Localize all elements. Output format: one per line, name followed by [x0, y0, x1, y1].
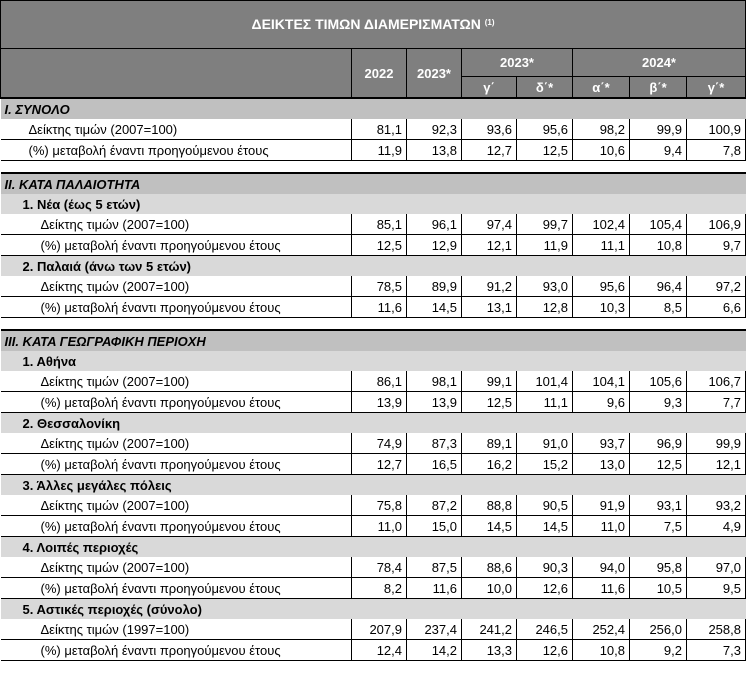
cell: 90,3: [517, 557, 573, 578]
group-2023: 2023*: [462, 49, 573, 77]
table-row: [1, 516, 746, 537]
col-2023-q4: δ΄*: [517, 77, 573, 99]
table-row: [1, 578, 746, 599]
cell: 11,6: [573, 578, 630, 599]
cell: 9,3: [630, 392, 687, 413]
cell: 10,6: [573, 140, 630, 161]
col-2024-q1: α΄*: [573, 77, 630, 99]
cell: 11,6: [407, 578, 462, 599]
table-row: [1, 454, 746, 475]
cell: 4,9: [687, 516, 746, 537]
subsection-title: 3. Άλλες μεγάλες πόλεις: [1, 475, 746, 496]
subsection-title: 4. Λοιπές περιοχές: [1, 537, 746, 558]
cell: 97,0: [687, 557, 746, 578]
cell: 89,1: [462, 433, 517, 454]
cell: 87,3: [407, 433, 462, 454]
cell: 246,5: [517, 619, 573, 640]
table-row: [1, 235, 746, 256]
cell: 102,4: [573, 214, 630, 235]
cell: 13,8: [407, 140, 462, 161]
cell: 104,1: [573, 371, 630, 392]
cell: 93,2: [687, 495, 746, 516]
cell: 101,4: [517, 371, 573, 392]
row-label: (%) μεταβολή έναντι προηγούμενου έτους: [1, 297, 352, 318]
cell: 8,5: [630, 297, 687, 318]
cell: 12,1: [687, 454, 746, 475]
cell: 7,3: [687, 640, 746, 661]
cell: 12,8: [517, 297, 573, 318]
cell: 258,8: [687, 619, 746, 640]
table-row: [1, 371, 746, 392]
cell: 13,0: [573, 454, 630, 475]
row-label: Δείκτης τιμών (2007=100): [1, 371, 352, 392]
cell: 95,8: [630, 557, 687, 578]
table-row: [1, 276, 746, 297]
cell: 97,2: [687, 276, 746, 297]
cell: 99,9: [687, 433, 746, 454]
subsection-title: 1. Αθήνα: [1, 351, 746, 371]
cell: 12,5: [462, 392, 517, 413]
section-geo: ΙΙΙ. ΚΑΤΑ ΓΕΩΓΡΑΦΙΚΗ ΠΕΡΙΟΧΗ: [1, 330, 746, 351]
cell: 93,1: [630, 495, 687, 516]
cell: 92,3: [407, 119, 462, 140]
row-label: Δείκτης τιμών (2007=100): [1, 495, 352, 516]
cell: 9,4: [630, 140, 687, 161]
cell: 7,5: [630, 516, 687, 537]
cell: 12,6: [517, 578, 573, 599]
cell: 10,3: [573, 297, 630, 318]
cell: 78,5: [352, 276, 407, 297]
cell: 93,0: [517, 276, 573, 297]
cell: 96,9: [630, 433, 687, 454]
cell: 106,7: [687, 371, 746, 392]
cell: 12,4: [352, 640, 407, 661]
row-label: (%) μεταβολή έναντι προηγούμενου έτους: [1, 578, 352, 599]
subsection-title: 2. Θεσσαλονίκη: [1, 413, 746, 434]
cell: 12,6: [517, 640, 573, 661]
cell: 10,8: [573, 640, 630, 661]
row-label: Δείκτης τιμών (2007=100): [1, 433, 352, 454]
cell: 106,9: [687, 214, 746, 235]
cell: 15,0: [407, 516, 462, 537]
cell: 11,6: [352, 297, 407, 318]
table-row: [1, 495, 746, 516]
row-label: Δείκτης τιμών (2007=100): [1, 119, 352, 140]
cell: 11,1: [517, 392, 573, 413]
cell: 11,0: [573, 516, 630, 537]
cell: 12,7: [462, 140, 517, 161]
cell: 256,0: [630, 619, 687, 640]
table-row: [1, 297, 746, 318]
subsection-title: 2. Παλαιά (άνω των 5 ετών): [1, 256, 746, 277]
cell: 13,9: [407, 392, 462, 413]
cell: 16,5: [407, 454, 462, 475]
cell: 75,8: [352, 495, 407, 516]
cell: 100,9: [687, 119, 746, 140]
cell: 10,8: [630, 235, 687, 256]
group-2024: 2024*: [573, 49, 746, 77]
cell: 90,5: [517, 495, 573, 516]
cell: 98,2: [573, 119, 630, 140]
cell: 12,5: [352, 235, 407, 256]
table-row: [1, 119, 746, 140]
cell: 95,6: [517, 119, 573, 140]
cell: 8,2: [352, 578, 407, 599]
cell: 237,4: [407, 619, 462, 640]
row-label: (%) μεταβολή έναντι προηγούμενου έτους: [1, 454, 352, 475]
row-label: Δείκτης τιμών (2007=100): [1, 214, 352, 235]
cell: 13,9: [352, 392, 407, 413]
cell: 12,5: [630, 454, 687, 475]
header-blank: [1, 49, 352, 99]
cell: 87,2: [407, 495, 462, 516]
cell: 10,0: [462, 578, 517, 599]
row-label: Δείκτης τιμών (2007=100): [1, 276, 352, 297]
cell: 11,9: [352, 140, 407, 161]
cell: 94,0: [573, 557, 630, 578]
col-2023: 2023*: [407, 49, 462, 99]
row-label: (%) μεταβολή έναντι προηγούμενου έτους: [1, 640, 352, 661]
cell: 99,9: [630, 119, 687, 140]
cell: 9,6: [573, 392, 630, 413]
cell: 91,0: [517, 433, 573, 454]
subsection-title: 1. Νέα (έως 5 ετών): [1, 194, 746, 214]
title-footnote-ref: (1): [484, 18, 495, 27]
cell: 91,9: [573, 495, 630, 516]
cell: 93,7: [573, 433, 630, 454]
cell: 16,2: [462, 454, 517, 475]
cell: 9,5: [687, 578, 746, 599]
cell: 74,9: [352, 433, 407, 454]
cell: 81,1: [352, 119, 407, 140]
col-2022: 2022: [352, 49, 407, 99]
cell: 99,7: [517, 214, 573, 235]
cell: 105,4: [630, 214, 687, 235]
cell: 97,4: [462, 214, 517, 235]
cell: 95,6: [573, 276, 630, 297]
subsection-title: 5. Αστικές περιοχές (σύνολο): [1, 599, 746, 620]
cell: 88,8: [462, 495, 517, 516]
table-row: [1, 433, 746, 454]
row-label: (%) μεταβολή έναντι προηγούμενου έτους: [1, 392, 352, 413]
spacer: [1, 318, 746, 331]
cell: 241,2: [462, 619, 517, 640]
cell: 7,7: [687, 392, 746, 413]
row-label: (%) μεταβολή έναντι προηγούμενου έτους: [1, 516, 352, 537]
table-row: [1, 619, 746, 640]
cell: 98,1: [407, 371, 462, 392]
row-label: Δείκτης τιμών (2007=100): [1, 557, 352, 578]
cell: 12,7: [352, 454, 407, 475]
cell: 85,1: [352, 214, 407, 235]
title-text: ΔΕΙΚΤΕΣ ΤΙΜΩΝ ΔΙΑΜΕΡΙΣΜΑΤΩΝ: [251, 16, 481, 32]
cell: 96,4: [630, 276, 687, 297]
row-label: (%) μεταβολή έναντι προηγούμενου έτους: [1, 140, 352, 161]
cell: 86,1: [352, 371, 407, 392]
cell: 93,6: [462, 119, 517, 140]
cell: 14,5: [407, 297, 462, 318]
cell: 105,6: [630, 371, 687, 392]
table-row: [1, 392, 746, 413]
cell: 14,2: [407, 640, 462, 661]
spacer: [1, 161, 746, 174]
cell: 14,5: [462, 516, 517, 537]
cell: 89,9: [407, 276, 462, 297]
cell: 252,4: [573, 619, 630, 640]
cell: 15,2: [517, 454, 573, 475]
cell: 10,5: [630, 578, 687, 599]
col-2023-q3: γ΄: [462, 77, 517, 99]
cell: 207,9: [352, 619, 407, 640]
table-row: [1, 140, 746, 161]
cell: 96,1: [407, 214, 462, 235]
table-row: [1, 557, 746, 578]
table-row: [1, 640, 746, 661]
cell: 78,4: [352, 557, 407, 578]
cell: 11,9: [517, 235, 573, 256]
cell: 91,2: [462, 276, 517, 297]
cell: 12,1: [462, 235, 517, 256]
section-total: Ι. ΣΥΝΟΛΟ: [1, 98, 746, 119]
cell: 11,1: [573, 235, 630, 256]
row-label: Δείκτης τιμών (1997=100): [1, 619, 352, 640]
section-age: ΙΙ. ΚΑΤΑ ΠΑΛΑΙΟΤΗΤΑ: [1, 173, 746, 194]
cell: 9,2: [630, 640, 687, 661]
cell: 99,1: [462, 371, 517, 392]
cell: 13,1: [462, 297, 517, 318]
row-label: (%) μεταβολή έναντι προηγούμενου έτους: [1, 235, 352, 256]
cell: 88,6: [462, 557, 517, 578]
cell: 13,3: [462, 640, 517, 661]
cell: 12,5: [517, 140, 573, 161]
cell: 87,5: [407, 557, 462, 578]
table-title: [1, 1, 746, 49]
cell: 14,5: [517, 516, 573, 537]
cell: 11,0: [352, 516, 407, 537]
cell: 6,6: [687, 297, 746, 318]
table-row: [1, 214, 746, 235]
cell: 7,8: [687, 140, 746, 161]
col-2024-q3: γ΄*: [687, 77, 746, 99]
cell: 9,7: [687, 235, 746, 256]
col-2024-q2: β΄*: [630, 77, 687, 99]
cell: 12,9: [407, 235, 462, 256]
